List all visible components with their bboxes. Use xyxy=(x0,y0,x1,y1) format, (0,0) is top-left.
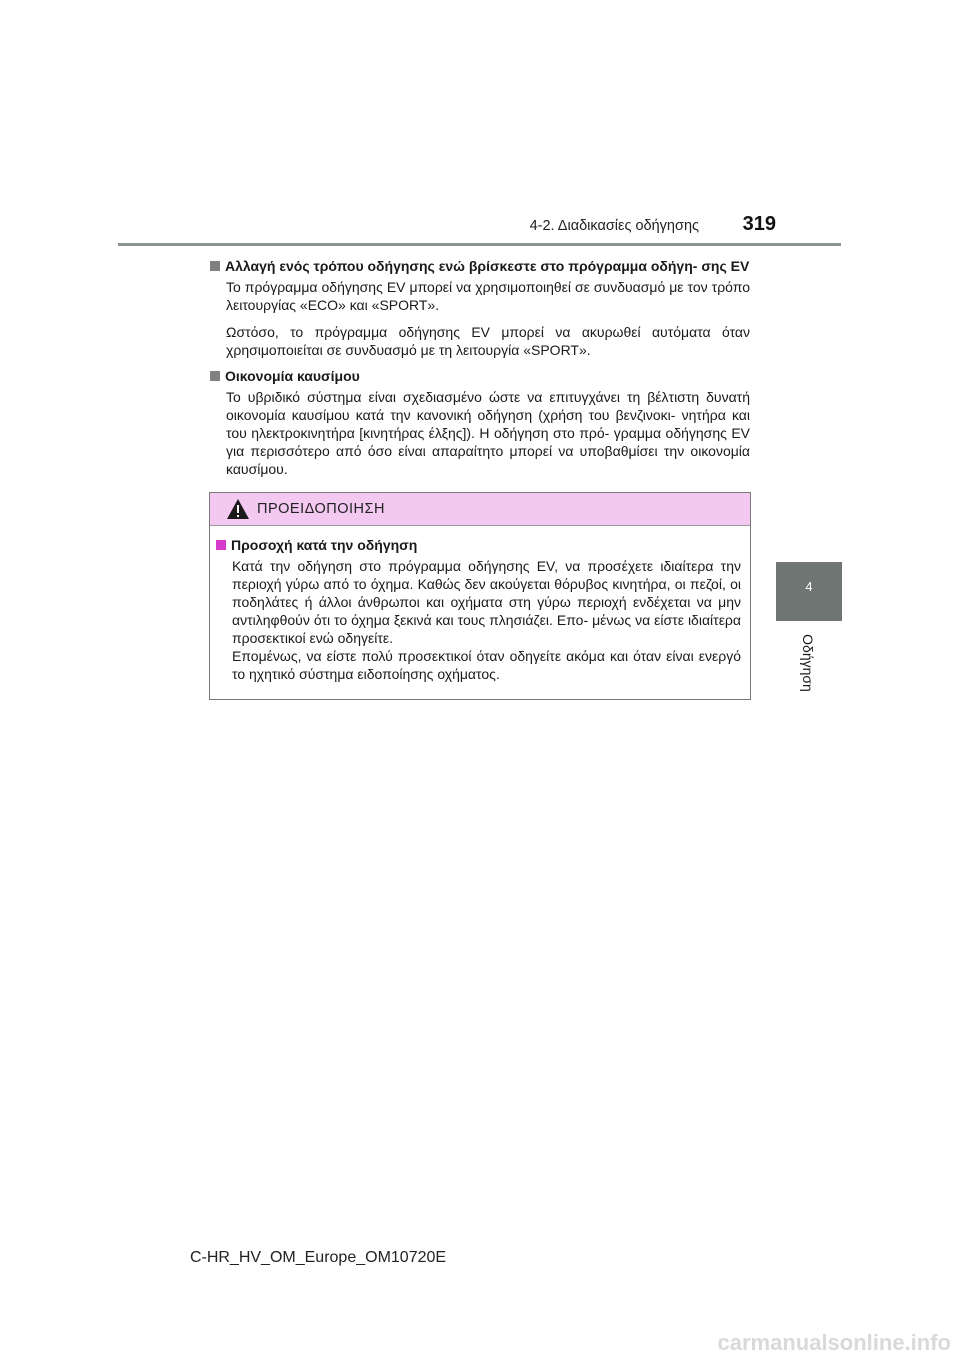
warning-body xyxy=(210,526,750,683)
header-rule xyxy=(118,243,841,246)
warning-paragraph: Κατά την οδήγηση στο πρόγραμμα οδήγησης EV, να προσέχετε ιδιαίτερα την περιοχή γύρω από το όχημα. Καθώς δεν ακούγεται θόρυβος κινητήρα, οι πεζοί, οι ποδηλάτες ή άλλοι άνθρωποι και οχήματα στη γύρω περιοχή ενδέχεται να μην αντιληφθούν ότι το όχημα ξεκινά και τους πλησιάζει. Επο- μένως να είστε ιδιαίτερα προσεκτικοί ενώ οδηγείτε. xyxy=(232,558,741,646)
page-number: 319 xyxy=(742,213,776,235)
square-bullet-icon xyxy=(210,371,220,381)
section-heading-text: Οικονομία καυσίμου xyxy=(225,368,360,384)
warning-heading-text: Προσοχή κατά την οδήγηση xyxy=(231,537,418,553)
warning-box xyxy=(209,492,751,700)
chapter-label: Οδήγηση xyxy=(800,634,816,692)
paragraph: Το πρόγραμμα οδήγησης EV μπορεί να χρησιμοποιηθεί σε συνδυασμό με τον τρόπο λειτουργίας «ECO» και «SPORT». xyxy=(226,279,750,313)
section-title: 4-2. Διαδικασίες οδήγησης xyxy=(529,218,699,234)
paragraph: Ωστόσο, το πρόγραμμα οδήγησης EV μπορεί να ακυρωθεί αυτόματα όταν χρησιμοποιείται σε συνδυασμό με τη λειτουργία «SPORT». xyxy=(226,324,750,358)
chapter-number: 4 xyxy=(805,579,813,594)
square-bullet-icon xyxy=(216,540,226,550)
warning-paragraph: Επομένως, να είστε πολύ προσεκτικοί όταν οδηγείτε ακόμα και όταν είναι ενεργό το ηχητικό σύστημα ειδοποίησης οχήματος. xyxy=(232,648,741,682)
square-bullet-icon xyxy=(210,261,220,271)
watermark: carmanualsonline.info xyxy=(717,1330,951,1355)
warning-header xyxy=(210,493,750,526)
warning-title: ΠΡΟΕΙΔΟΠΟΙΗΣΗ xyxy=(257,501,385,517)
document-code: C-HR_HV_OM_Europe_OM10720E xyxy=(189,1249,447,1266)
main-content xyxy=(210,252,750,478)
section-heading-fuel-economy xyxy=(210,367,750,385)
warning-triangle-icon xyxy=(226,498,250,520)
chapter-label-container xyxy=(780,628,836,698)
section-heading-text: Αλλαγή ενός τρόπου οδήγησης ενώ βρίσκεστε στο πρόγραμμα οδήγη- σης EV xyxy=(225,258,750,274)
chapter-tab[interactable] xyxy=(776,562,842,621)
paragraph: Το υβριδικό σύστημα είναι σχεδιασμένο ώστε να επιτυγχάνει τη βέλτιστη δυνατή οικονομία καυσίμου κατά την κανονική οδήγηση (χρήση του βενζινοκι- νητήρα και του ηλεκτροκινητήρα [κινητήρας έλξης]). Η οδήγηση στο πρό- γραμμα οδήγησης EV για περισσότερο από όσο είναι απαραίτητο μπορεί να υποβαθμίσει την οικονομία καυσίμου. xyxy=(226,389,750,477)
warning-heading xyxy=(216,536,741,554)
section-heading-mode-change xyxy=(210,257,750,275)
